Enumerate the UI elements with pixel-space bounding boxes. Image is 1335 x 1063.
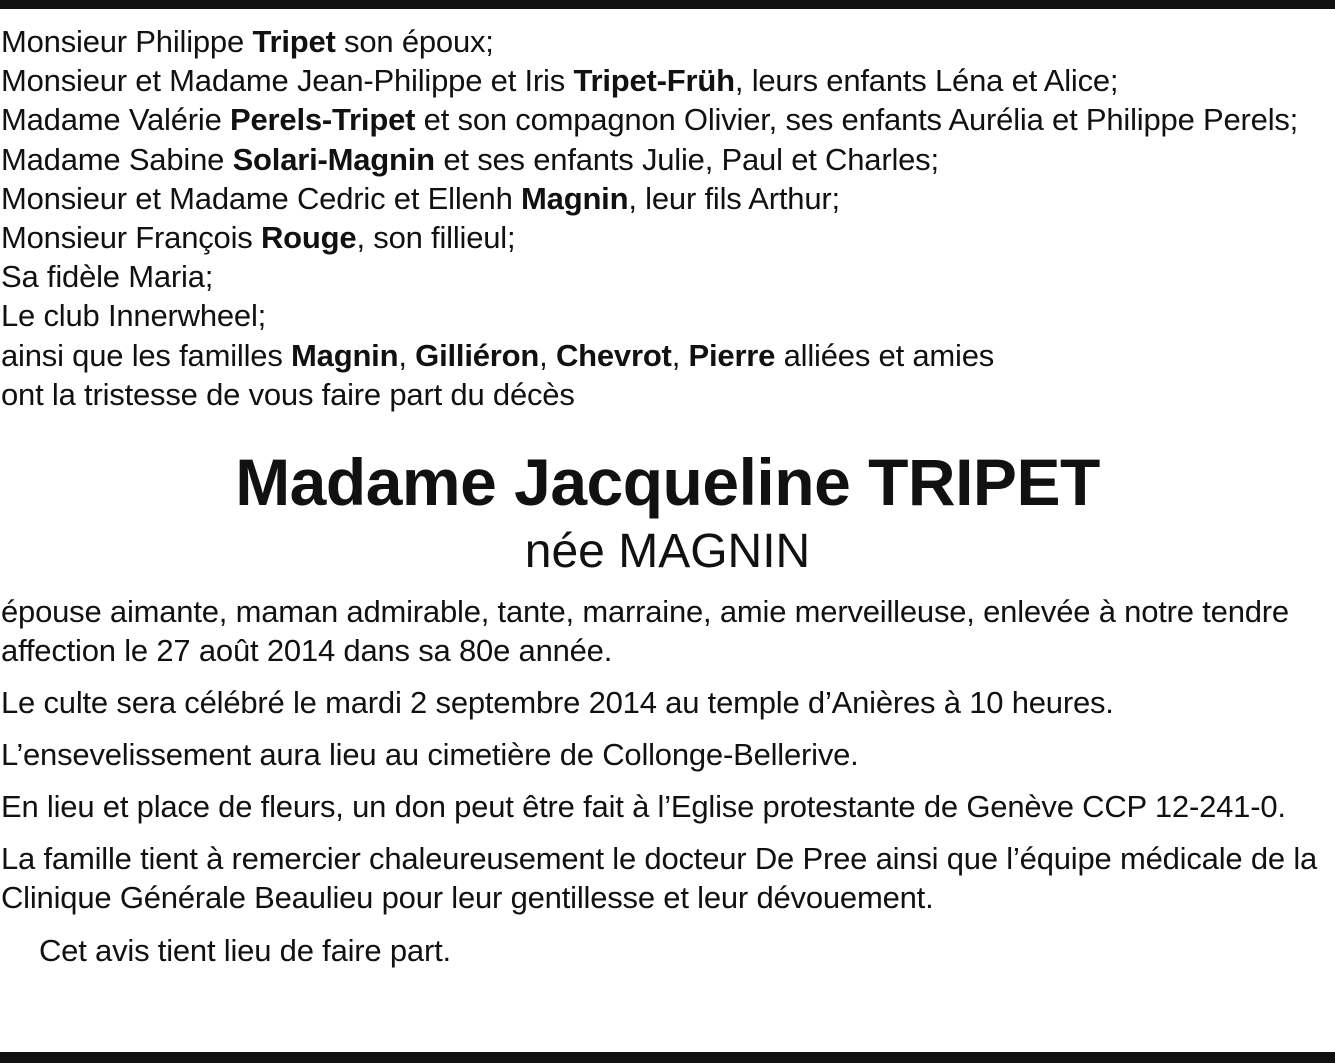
family-surname: Pierre: [688, 337, 776, 373]
family-text: Monsieur et Madame Jean-Philippe et Iris: [1, 63, 574, 99]
family-line: [1, 100, 1334, 139]
family-text: ont la tristesse de vous faire part du décès: [1, 376, 575, 412]
family-surname: Magnin: [521, 180, 629, 216]
family-surname: Chevrot: [555, 337, 672, 373]
bottom-rule: [0, 1052, 1335, 1063]
family-surname: Magnin: [291, 337, 399, 373]
family-surname: Gilliéron: [415, 337, 540, 373]
deceased-name: Madame Jacqueline TRIPET: [235, 445, 1100, 520]
family-text: Monsieur François: [1, 220, 261, 256]
family-line: [1, 336, 1334, 375]
family-surname: Perels-Tripet: [230, 102, 416, 138]
notice-paragraph: Cet avis tient lieu de faire part.: [39, 933, 451, 969]
top-rule: [0, 0, 1335, 9]
family-text: ,: [539, 337, 556, 373]
family-line: [1, 22, 1334, 61]
family-line: [1, 296, 1334, 335]
family-text: ,: [398, 337, 416, 373]
family-text: ainsi que les familles: [1, 337, 292, 373]
family-line: [1, 375, 1334, 414]
family-text: , son fillieul;: [356, 220, 516, 256]
family-text: , leur fils Arthur;: [628, 180, 840, 216]
service-paragraph: Le culte sera célébré le mardi 2 septembre 2014 au temple d’Anières à 10 heures.: [1, 685, 1114, 721]
family-text: , leurs enfants Léna et Alice;: [734, 63, 1119, 99]
family-text: et ses enfants Julie, Paul et Charles;: [434, 141, 939, 177]
family-text: Madame Sabine: [1, 141, 233, 177]
family-text: Madame Valérie: [1, 102, 231, 138]
thanks-paragraph: La famille tient à remercier chaleureusement le docteur De Pree ainsi que l’équipe médicale de la Clinique Générale Beaulieu pour leur gentillesse et leur dévouement.: [1, 841, 1318, 916]
family-surname: Tripet: [252, 24, 336, 59]
donation-paragraph: En lieu et place de fleurs, un don peut être fait à l’Eglise protestante de Genève CCP 12-241-0.: [1, 789, 1286, 825]
family-surname: Tripet-Früh: [573, 63, 735, 99]
family-line: [1, 257, 1334, 296]
family-text: alliées et amies: [775, 337, 995, 373]
family-text: ,: [671, 337, 689, 373]
obituary-notice: [1, 22, 1334, 970]
family-text: Le club Innerwheel;: [1, 298, 267, 334]
family-text: Sa fidèle Maria;: [1, 259, 214, 295]
family-text: Monsieur Philippe: [1, 24, 253, 59]
family-line: [1, 61, 1334, 100]
family-line: [1, 179, 1334, 218]
family-surname: Solari-Magnin: [232, 141, 435, 177]
family-list: [1, 22, 1334, 414]
maiden-name: née MAGNIN: [524, 525, 811, 579]
family-line: [1, 218, 1334, 257]
family-text: et son compagnon Olivier, ses enfants Aurélia et Philippe Perels;: [415, 102, 1299, 138]
family-surname: Rouge: [261, 220, 357, 256]
family-line: [1, 140, 1334, 179]
burial-paragraph: L’ensevelissement aura lieu au cimetière de Collonge-Bellerive.: [1, 737, 859, 773]
tribute-paragraph: épouse aimante, maman admirable, tante, marraine, amie merveilleuse, enlevée à notre tendre affection le 27 août 2014 dans sa 80e année.: [1, 594, 1289, 669]
family-text: Monsieur et Madame Cedric et Ellenh: [1, 180, 522, 216]
family-text: son époux;: [335, 24, 494, 59]
